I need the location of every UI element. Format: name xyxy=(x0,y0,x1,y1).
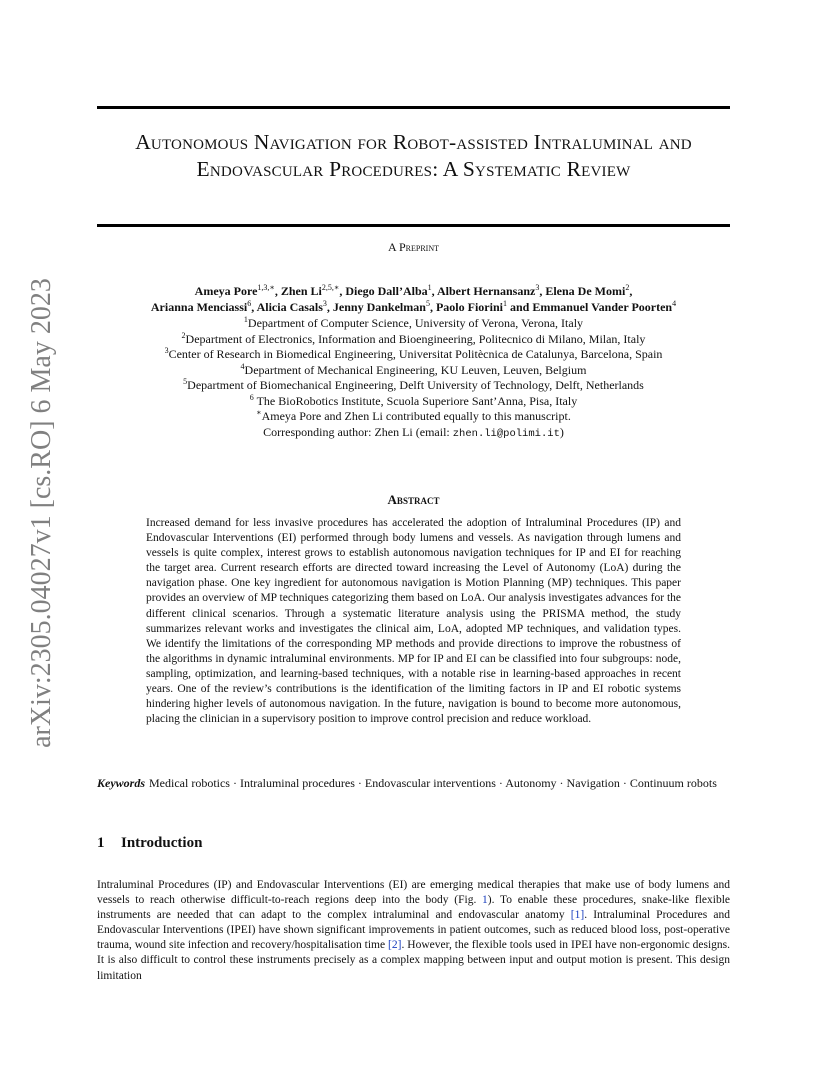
affiliation-marker: 5 xyxy=(183,377,188,386)
keywords-block xyxy=(97,776,730,792)
title-bottom-rule xyxy=(97,224,730,227)
author-list xyxy=(97,283,730,315)
author-name: Diego Dall’Alba xyxy=(345,284,428,298)
author-name: Albert Hernansanz xyxy=(437,284,536,298)
affiliation-marker: 2 xyxy=(181,330,186,340)
affiliation-line xyxy=(97,363,730,379)
author-separator: , xyxy=(431,284,437,298)
author-name: Paolo Fiorini xyxy=(435,300,503,314)
author-name: Arianna Menciassi xyxy=(150,300,248,314)
author-affiliation-marker: 2,5,∗ xyxy=(321,283,340,292)
author-separator: , xyxy=(251,300,257,314)
affiliation-text: Department of Computer Science, University of Verona, Verona, Italy xyxy=(247,316,584,330)
corresponding-author xyxy=(97,425,730,443)
paper-title: Autonomous Navigation for Robot-assisted Intraluminal and Endovascular Procedures: A Systematic Review xyxy=(135,130,692,181)
author-separator: , xyxy=(629,284,633,298)
affiliation-marker: ∗ xyxy=(256,408,262,417)
author-affiliation-marker: 6 xyxy=(247,299,252,308)
introduction-paragraph xyxy=(97,878,730,984)
author-affiliation-marker: 1 xyxy=(502,299,507,308)
affiliation-text: Department of Electronics, Information and Bioengineering, Politecnico di Milano, Milan, Italy xyxy=(185,331,646,346)
author-separator: , xyxy=(326,300,333,314)
author-affiliation-marker: 4 xyxy=(672,299,677,308)
author-name: Ameya Pore xyxy=(194,284,258,298)
author-line-2 xyxy=(97,299,730,315)
author-affiliation-marker: 3 xyxy=(535,283,540,292)
affiliation-text: The BioRobotics Institute, Scuola Superiore Sant’Anna, Pisa, Italy xyxy=(253,393,578,408)
arxiv-side-identifier xyxy=(22,275,62,750)
author-name: Jenny Dankelman xyxy=(332,300,426,314)
affiliation-marker: 3 xyxy=(164,346,169,355)
paragraph-text: Intraluminal Procedures (IP) and Endovascular Interventions (EI) are emerging medical therapies that make use of body lumens and vessels to reach otherwise difficult-to-reach regions deep into the body (Fig. xyxy=(97,879,730,907)
author-name: Zhen Li xyxy=(280,284,322,298)
affiliation-text: Center of Research in Biomedical Engineering, Universitat Politècnica de Catalunya, Barcelona, Spain xyxy=(168,347,663,361)
paragraph-text: . However, the flexible tools used in IPEI have non-ergonomic designs. It is also difficult to control these instruments precisely as a complex mapping between input and output motion is present. This design limitation xyxy=(97,939,730,982)
citation-link[interactable]: [1] xyxy=(570,909,585,922)
section-number: 1 xyxy=(97,835,105,851)
affiliation-line xyxy=(97,378,730,394)
author-separator: , xyxy=(274,284,281,298)
affiliation-line xyxy=(97,409,730,425)
author-separator: and xyxy=(506,300,533,314)
paragraph-text: ). To enable these procedures, snake-like flexible instruments are needed that can adapt to the complex intraluminal and endovascular anatomy xyxy=(97,894,730,922)
affiliation-line xyxy=(97,347,730,363)
section-title: Introduction xyxy=(121,835,203,851)
section-heading-introduction xyxy=(97,835,730,852)
affiliation-text: Department of Biomechanical Engineering, Delft University of Technology, Delft, Netherlands xyxy=(187,378,644,392)
author-name: Emmanuel Vander Poorten xyxy=(532,300,673,314)
preprint-label: A Preprint xyxy=(387,240,439,254)
author-affiliation-marker: 5 xyxy=(425,299,430,308)
affiliation-line xyxy=(97,394,730,410)
author-affiliation-marker: 2 xyxy=(625,283,630,292)
abstract-body: Increased demand for less invasive procedures has accelerated the adoption of Intraluminal Procedures (IP) and Endovascular Interventions (EI) performed through body lumens and vessels. As navigation through lumens and vessels is quite complex, interest grows to establish autonomous navigation techniques for IP and EI for reaching the target area. Current research efforts are directed toward increasing the Level of Autonomy (LoA) during the navigation phase. One key ingredient for autonomous navigation is Motion Planning (MP) techniques. This paper provides an overview of MP techniques categorizing them based on LoA. Our analysis investigates advances for the different clinical scenarios. Through a systematic literature analysis using the PRISMA method, the study summarizes relevant works and investigates the clinical aim, LoA, adopted MP techniques, and validation types. We identify the limitations of the corresponding MP methods and provide directions to improve the robustness of the algorithms in dynamic intraluminal environments. MP for IP and EI can be classified into four subgroups: node, sampling, optimization, and learning-based techniques, with a notable rise in learning-based approaches in recent years. One of the review’s contributions is the identification of the limiting factors in IP and EI robotic systems hindering higher levels of autonomous navigation. In the future, navigation is bound to become more autonomous, placing the clinician in a supervisory position to improve control precision and reduce workload. xyxy=(146,517,681,726)
author-name: Alicia Casals xyxy=(256,300,323,314)
affiliation-line xyxy=(97,332,730,348)
affiliation-marker: 4 xyxy=(240,361,245,371)
affiliation-entries xyxy=(97,316,730,425)
paragraph-text: . Intraluminal Procedures and Endovascular Interventions (IPEI) have shown significant improvements in patient outcomes, such as reduced blood loss, post-operative trauma, wound site infection and recovery/hospitalisation time xyxy=(97,909,730,952)
abstract-heading: Abstract xyxy=(387,492,440,507)
author-separator: , xyxy=(339,284,346,298)
author-separator: , xyxy=(429,300,436,314)
author-separator: , xyxy=(539,284,546,298)
title-top-rule xyxy=(97,106,730,109)
affiliation-list xyxy=(97,316,730,442)
author-affiliation-marker: 1,3,∗ xyxy=(257,283,275,292)
affiliation-text: Department of Mechanical Engineering, KU Leuven, Leuven, Belgium xyxy=(244,362,587,377)
affiliation-text: Ameya Pore and Zhen Li contributed equally to this manuscript. xyxy=(261,409,571,423)
affiliation-marker: 6 xyxy=(249,392,254,402)
affiliation-marker: 1 xyxy=(243,315,248,324)
author-name: Elena De Momi xyxy=(545,284,626,298)
citation-link[interactable]: 1 xyxy=(482,894,488,907)
keywords-label: Keywords xyxy=(97,776,145,790)
author-affiliation-marker: 3 xyxy=(322,299,327,308)
arxiv-identifier-text: arXiv:2305.04027v1 [cs.RO] 6 May 2023 xyxy=(26,277,58,748)
affiliation-line xyxy=(97,316,730,332)
corresponding-email[interactable]: zhen.li@polimi.it xyxy=(452,427,560,440)
citation-link[interactable]: [2] xyxy=(388,939,402,952)
corresponding-suffix: ) xyxy=(559,424,564,439)
author-affiliation-marker: 1 xyxy=(427,283,432,292)
keywords-list: Medical robotics · Intraluminal procedures · Endovascular interventions · Autonomy · Navigation · Continuum robots xyxy=(149,776,717,790)
author-line-1 xyxy=(97,283,730,299)
corresponding-prefix: Corresponding author: Zhen Li (email: xyxy=(263,424,453,439)
